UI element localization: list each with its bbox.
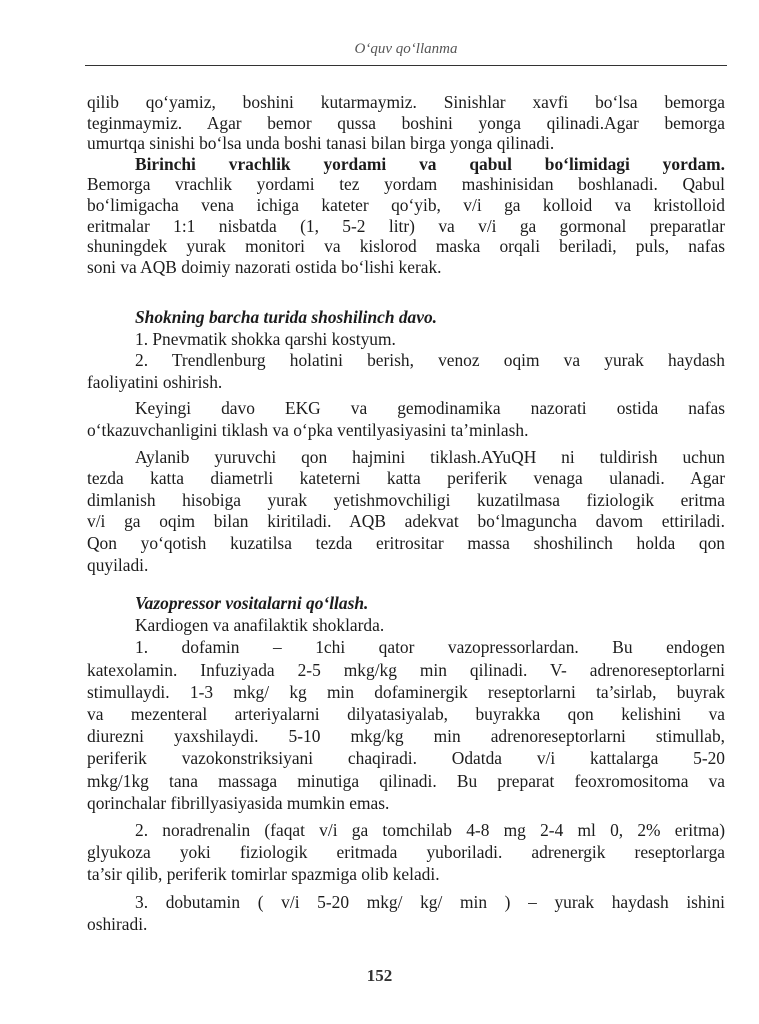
paragraph (87, 891, 725, 935)
text-line: Birinchi vrachlik yordami va qabul bo‘limidagi yordam. (135, 153, 725, 174)
text-line: faoliyatini oshirish. (87, 371, 223, 392)
text-line: 3. dobutamin ( v/i 5-20 mkg/ kg/ min ) – yurak haydash ishini (135, 891, 725, 912)
text-line: teginmaymiz. Agar bemor qussa boshini yonga qilinadi.Agar bemorga (87, 112, 725, 133)
text-line: va mezenteral arteriyalarni dilyatasiyalab, buyrakka qon kelishini va (87, 704, 725, 725)
text-line: periferik vazokonstriksiyani chaqiradi. Odatda v/i kattalarga 5-20 (87, 748, 725, 769)
section-heading (87, 307, 725, 329)
text-line: dimlanish hisobiga yurak yetishmovchiligi kuzatilmasa fiziologik eritma (87, 489, 725, 510)
text-line: Qon yo‘qotish kuzatilsa tezda eritrositar massa shoshilinch holda qon (87, 532, 725, 553)
section-vasopressors (87, 592, 725, 935)
text-line: stimullaydi. 1-3 mkg/ kg min dofaminergik reseptorlarni ta’sirlab, buyrak (87, 681, 725, 702)
paragraph (87, 636, 725, 814)
text-line: 1. Pnevmatik shokka qarshi kostyum. (135, 328, 396, 349)
text-line: o‘tkazuvchanligini tiklash va o‘pka ventilyasiyasini ta’minlash. (87, 419, 529, 440)
text-line: 2. noradrenalin (faqat v/i ga tomchilab 4-8 mg 2-4 ml 0, 2% eritma) (135, 820, 725, 841)
page-number: 152 (366, 966, 393, 985)
paragraph (87, 329, 725, 351)
running-header: O‘quv qo‘llanma (354, 41, 458, 57)
text-line: Shokning barcha turida shoshilinch davo. (135, 307, 438, 327)
text-line: tezda katta diametrli kateterni katta periferik venaga ulanadi. Agar (87, 468, 725, 489)
text-line: Bemorga vrachlik yordami tez yordam mashinisidan boshlanadi. Qabul (87, 174, 725, 195)
paragraph (87, 398, 725, 441)
paragraph (87, 350, 725, 393)
paragraph (87, 174, 725, 277)
text-line: 1. dofamin – 1chi qator vazopressorlardan. Bu endogen (135, 637, 725, 658)
section-emergency-treatment (87, 307, 725, 576)
paragraph (87, 614, 725, 636)
text-line: shuningdek yurak monitori va kislorod maska orqali beriladi, puls, nafas (87, 236, 725, 257)
text-line: ta’sir qilib, periferik tomirlar spazmiga olib keladi. (87, 864, 440, 885)
text-line: katexolamin. Infuziyada 2-5 mkg/kg min qilinadi. V- adrenoreseptorlarni (87, 659, 725, 680)
text-line: diurezni yaxshilaydi. 5-10 mkg/kg min adrenoreseptorlarni stimullab, (87, 726, 725, 747)
paragraph (87, 447, 725, 577)
paragraph (87, 819, 725, 886)
text-line: qilib qo‘yamiz, boshini kutarmaymiz. Sinishlar xavfi bo‘lsa bemorga (87, 92, 725, 112)
text-line: oshiradi. (87, 913, 148, 934)
text-line: glyukoza yoki fiziologik eritmada yuboriladi. adrenergik reseptorlarga (87, 842, 725, 863)
text-line: eritmalar 1:1 nisbatda (1, 5-2 litr) va v/i ga gormonal preparatlar (87, 215, 725, 236)
section-first-aid (87, 92, 725, 277)
text-line: v/i ga oqim bilan kiritiladi. AQB adekvat bo‘lmaguncha davom ettiriladi. (87, 511, 725, 532)
section-heading (87, 154, 725, 175)
header-rule (85, 65, 727, 66)
text-line: mkg/1kg tana massaga minutiga qilinadi. Bu preparat feoxromositoma va (87, 770, 725, 791)
text-line: umurtqa sinishi bo‘lsa unda boshi tanasi bilan birga yonga qilinadi. (87, 133, 555, 154)
text-line: quyiladi. (87, 554, 149, 575)
text-line: Keyingi davo EKG va gemodinamika nazorati ostida nafas (135, 398, 725, 419)
text-line: Vazopressor vositalarni qo‘llash. (135, 593, 369, 613)
text-line: Aylanib yuruvchi qon hajmini tiklash.AYuQH ni tuldirish uchun (135, 446, 725, 467)
text-line: Kardiogen va anafilaktik shoklarda. (135, 615, 385, 636)
paragraph (87, 92, 725, 154)
section-heading (87, 592, 725, 614)
text-line: qorinchalar fibrillyasiyasida mumkin emas. (87, 792, 390, 813)
text-line: 2. Trendlenburg holatini berish, venoz oqim va yurak haydash (135, 350, 725, 371)
text-line: bo‘limigacha vena ichiga kateter qo‘yib, v/i ga kolloid va kristolloid (87, 194, 725, 215)
text-line: soni va AQB doimiy nazorati ostida bo‘lishi kerak. (87, 256, 442, 277)
